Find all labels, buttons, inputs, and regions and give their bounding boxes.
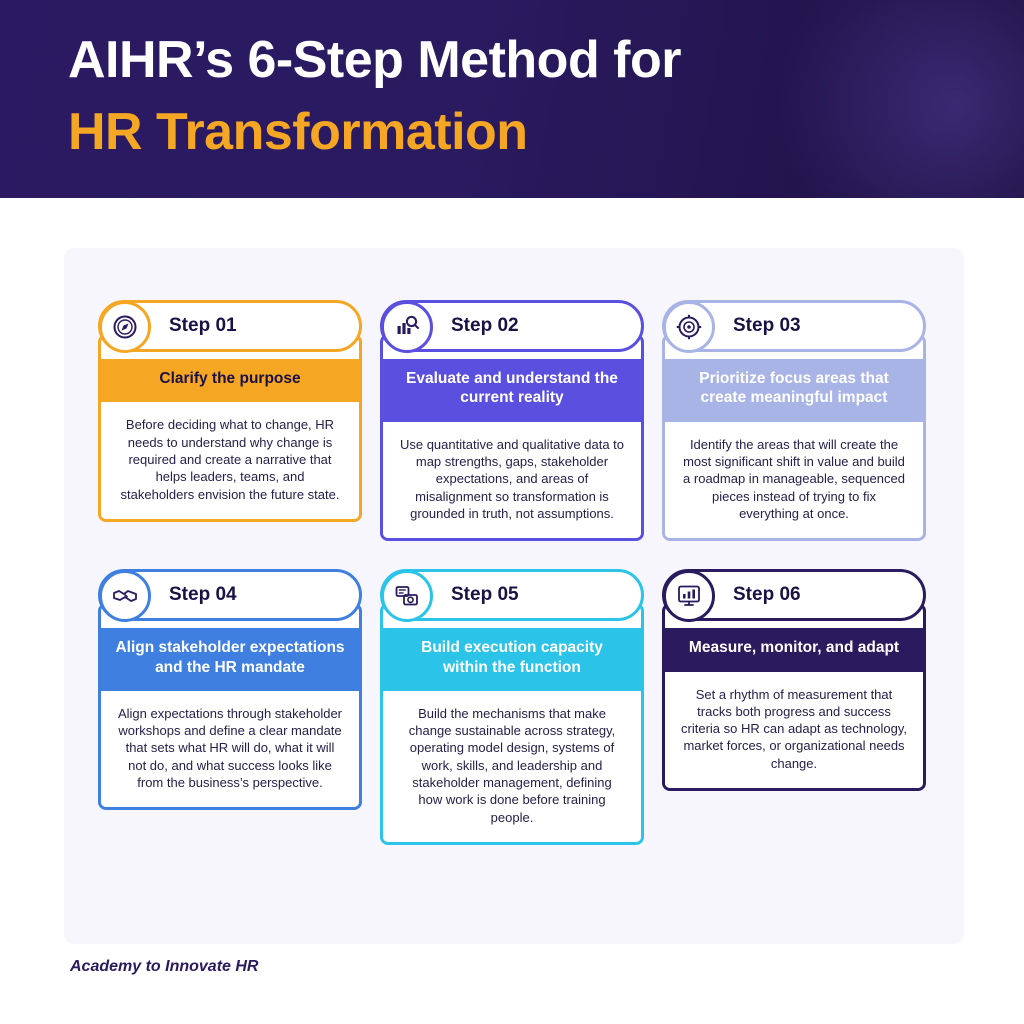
step-pill-1 bbox=[98, 300, 362, 352]
header-banner bbox=[0, 0, 1024, 198]
step-description-6: Set a rhythm of measurement that tracks both progress and success criteria so HR can adapt as technology, market forces, or organizational needs change. bbox=[665, 672, 923, 788]
step-card-1 bbox=[98, 300, 362, 541]
handshake-icon bbox=[99, 570, 151, 622]
step-card-4 bbox=[98, 569, 362, 845]
step-pill-3 bbox=[662, 300, 926, 352]
step-title-5: Build execution capacity within the function bbox=[383, 628, 641, 691]
step-card-6 bbox=[662, 569, 926, 845]
compass-icon bbox=[99, 301, 151, 353]
step-title-3: Prioritize focus areas that create meaningful impact bbox=[665, 359, 923, 422]
step-body-6 bbox=[662, 603, 926, 791]
step-title-4: Align stakeholder expectations and the HR mandate bbox=[101, 628, 359, 691]
step-body-1 bbox=[98, 334, 362, 522]
footer-brand: Academy to Innovate HR bbox=[70, 958, 259, 975]
step-pill-2 bbox=[380, 300, 644, 352]
step-title-1: Clarify the purpose bbox=[101, 359, 359, 402]
target-icon bbox=[663, 301, 715, 353]
step-body-4 bbox=[98, 603, 362, 810]
step-description-1: Before deciding what to change, HR needs to understand why change is required and create a narrative that helps leaders, teams, and stakeholders envision the future state. bbox=[101, 402, 359, 518]
step-pill-5 bbox=[380, 569, 644, 621]
step-description-2: Use quantitative and qualitative data to map strengths, gaps, stakeholder expectations, and areas of misalignment so transformation is grounded in truth, not assumptions. bbox=[383, 422, 641, 538]
step-card-3 bbox=[662, 300, 926, 541]
step-card-2 bbox=[380, 300, 644, 541]
step-pill-6 bbox=[662, 569, 926, 621]
step-description-5: Build the mechanisms that make change sustainable across strategy, operating model design, systems of work, skills, and leadership and stakeholder management, defining how work is done before training people. bbox=[383, 691, 641, 842]
step-body-3 bbox=[662, 334, 926, 541]
gears-cards-icon bbox=[381, 570, 433, 622]
monitor-chart-icon bbox=[663, 570, 715, 622]
step-body-5 bbox=[380, 603, 644, 845]
step-title-6: Measure, monitor, and adapt bbox=[665, 628, 923, 671]
step-title-2: Evaluate and understand the current reality bbox=[383, 359, 641, 422]
step-label-1: Step 01 bbox=[169, 315, 237, 336]
page-subtitle: HR Transformation bbox=[68, 103, 528, 161]
chart-search-icon bbox=[381, 301, 433, 353]
page-title: AIHR’s 6-Step Method for bbox=[68, 31, 681, 89]
step-description-3: Identify the areas that will create the most significant shift in value and build a roadmap in manageable, sequenced pieces instead of trying to fix everything at once. bbox=[665, 422, 923, 538]
step-label-4: Step 04 bbox=[169, 584, 237, 606]
step-label-5: Step 05 bbox=[451, 584, 519, 606]
step-label-2: Step 02 bbox=[451, 315, 519, 336]
step-label-6: Step 06 bbox=[733, 584, 801, 606]
step-body-2 bbox=[380, 334, 644, 541]
step-description-4: Align expectations through stakeholder workshops and define a clear mandate that sets what HR will do, what it will not do, and what success looks like from the business’s perspective. bbox=[101, 691, 359, 807]
step-card-5 bbox=[380, 569, 644, 845]
step-label-3: Step 03 bbox=[733, 315, 801, 336]
steps-grid bbox=[98, 300, 926, 845]
step-pill-4 bbox=[98, 569, 362, 621]
